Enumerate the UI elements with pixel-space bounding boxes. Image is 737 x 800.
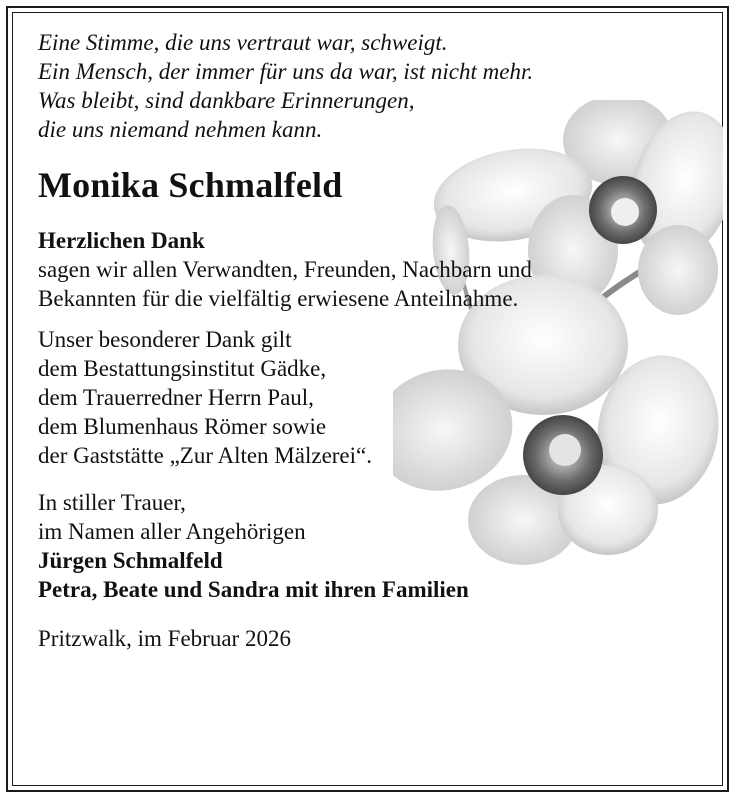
memorial-poem — [38, 28, 717, 144]
mourning-block — [38, 488, 717, 604]
special-thanks-line: dem Blumenhaus Römer sowie — [38, 414, 327, 439]
poem-line: die uns niemand nehmen kann. — [38, 117, 323, 142]
special-thanks-line: Unser besonderer Dank gilt — [38, 327, 292, 352]
mourning-line: im Namen aller Angehörigen — [38, 519, 306, 544]
signer: Petra, Beate und Sandra mit ihren Familien — [38, 577, 469, 602]
mourning-line: In stiller Trauer, — [38, 490, 186, 515]
signer: Jürgen Schmalfeld — [38, 548, 223, 573]
thanks-heading: Herzlichen Dank — [38, 228, 205, 253]
thanks-text — [38, 255, 717, 313]
thanks-line: sagen wir allen Verwandten, Freunden, Nachbarn und — [38, 257, 532, 282]
place-date — [38, 624, 717, 653]
obituary-content — [38, 28, 717, 653]
poem-line: Ein Mensch, der immer für uns da war, ist nicht mehr. — [38, 59, 534, 84]
special-thanks — [38, 325, 717, 470]
special-thanks-line: dem Bestattungsinstitut Gädke, — [38, 356, 327, 381]
poem-line: Was bleibt, sind dankbare Erinnerungen, — [38, 88, 415, 113]
special-thanks-line: dem Trauerredner Herrn Paul, — [38, 385, 314, 410]
place-date-text: Pritzwalk, im Februar 2026 — [38, 626, 291, 651]
thanks-line: Bekannten für die vielfältig erwiesene Anteilnahme. — [38, 286, 519, 311]
special-thanks-line: der Gaststätte „Zur Alten Mälzerei“. — [38, 443, 372, 468]
poem-line: Eine Stimme, die uns vertraut war, schweigt. — [38, 30, 448, 55]
deceased-name: Monika Schmalfeld — [38, 165, 343, 205]
